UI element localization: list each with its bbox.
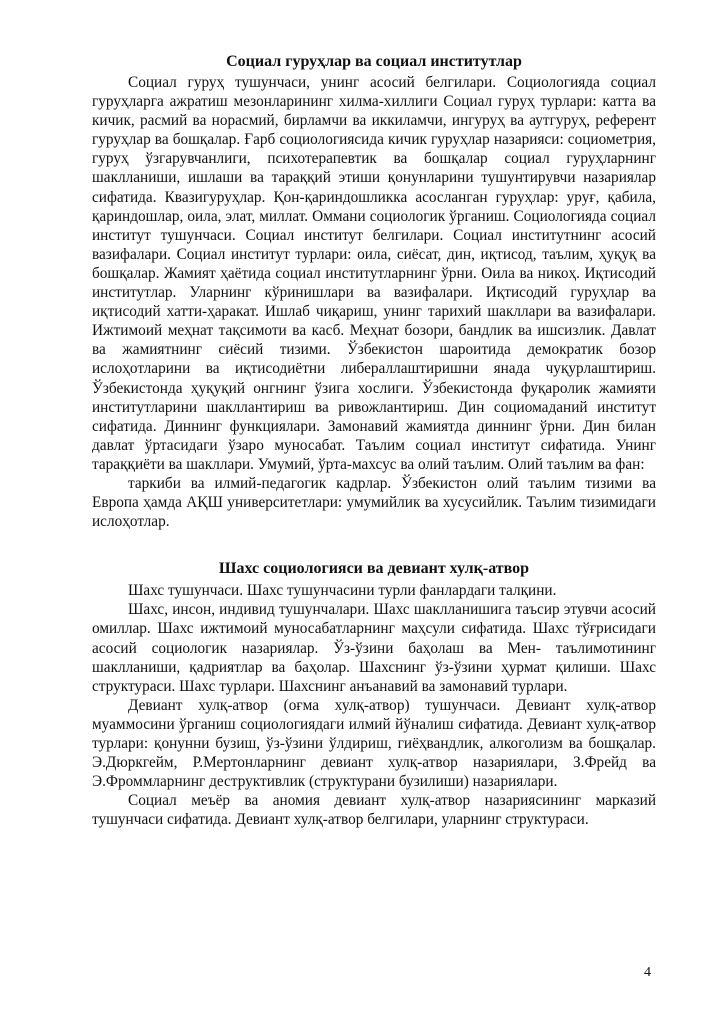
paragraph: Девиант хулқ-атвор (оғма хулқ-атвор) тушунчаси. Девиант хулқ-атвор муаммосини ўрганиш социологиядаги илмий йўналиш сифатида. Девиант хулқ-атвор турлари: қонунни бузиш, ўз-ўзини ўлдириш, гиёҳвандлик, алкоголизм ва бошқалар. Э.Дюркгейм, Р.Мертонларнинг девиант хулқ-атвор назариялари, З.Фрейд ва Э.Фроммларнинг деструктивлик (структурани бузилиши) назариялари. [92,696,656,791]
paragraph: Социал гуруҳ тушунчаси, унинг асосий белгилари. Социологияда социал гуруҳларга ажратиш мезонларининг хилма-хиллиги Социал гуруҳ турлари: катта ва кичик, расмий ва норасмий, бирламчи ва иккиламчи, ингуруҳ ва аутгуруҳ, референт гуруҳлар ва бошқалар. Ғарб социологиясида кичик гуруҳлар назарияси: социометрия, гуруҳ ўзгарувчанлиги, психотерапевтик ва бошқалар социал гуруҳларнинг шаклланиши, ишлаши ва тараққий этиши қонунларини тушунтирувчи назариялар сифатида. Квазигуруҳлар. Қон-қариндошликка асосланган гуруҳлар: уруғ, қабила, қариндошлар, оила, элат, миллат. Оммани социологик ўрганиш. Социологияда социал институт тушунчаси. Социал институт белгилари. Социал институтнинг асосий вазифалари. Социал институт турлари: оила, сиёсат, дин, иқтисод, таълим, ҳуқуқ ва бошқалар. Жамият ҳаётида социал институтларнинг ўрни. Оила ва никоҳ. Иқтисодий институтлар. Уларнинг кўринишлари ва вазифалари. Иқтисодий гуруҳлар ва иқтисодий хатти-ҳаракат. Ишлаб чиқариш, унинг тарихий шакллари ва вазифалари. Ижтимоий меҳнат тақсимоти ва касб. Меҳнат бозори, бандлик ва ишсизлик. Давлат ва жамиятнинг сиёсий тизими. Ўзбекистон шароитида демократик бозор ислоҳотларини ва иқтисодиётни либераллаштиришни янада чуқурлаштириш. Ўзбекистонда ҳуқуқий онгнинг ўзига хослиги. Ўзбекистонда фуқаролик жамияти институтларини шакллантириш ва ривожлантириш. Дин социомаданий институт сифатида. Диннинг функциялари. Замонавий жамиятда диннинг ўрни. Дин билан давлат ўртасидаги ўзаро муносабат. Таълим социал институт сифатида. Унинг тараққиёти ва шакллари. Умумий, ўрта-махсус ва олий таълим. Олий таълим ва фан: [92,74,656,473]
page-number: 4 [644,965,651,980]
section-title-personality-sociology: Шахс социологияси ва девиант хулқ-атвор [218,560,530,578]
section-title-social-groups: Социал гуруҳлар ва социал институтлар [226,53,522,70]
paragraph: Шахс тушунчаси. Шахс тушунчасини турли фанлардаги талқини. [128,582,557,600]
paragraph: Социал меъёр ва аномия девиант хулқ-атвор назариясининг марказий тушунчаси сифатида. Девиант хулқ-атвор белгилари, уларнинг структураси. [92,792,656,829]
paragraph: Шахс, инсон, индивид тушунчалари. Шахс шаклланишига таъсир этувчи асосий омиллар. Шахс ижтимоий муносабатларнинг маҳсули сифатида. Шахс тўғрисидаги асосий социологик назариялар. Ўз-ўзини баҳолаш ва Мен- таълимотининг шаклланиши, қадриятлар ва баҳолар. Шахснинг ўз-ўзини ҳурмат қилиши. Шахс структураси. Шахс турлари. Шахснинг анъанавий ва замонавий турлари. [92,601,656,695]
paragraph: таркиби ва илмий-педагогик кадрлар. Ўзбекистон олий таълим тизими ва Европа ҳамда АҚШ университетлари: умумийлик ва хусусийлик. Таълим тизимидаги ислоҳотлар. [92,474,656,531]
document-page [92,52,656,829]
